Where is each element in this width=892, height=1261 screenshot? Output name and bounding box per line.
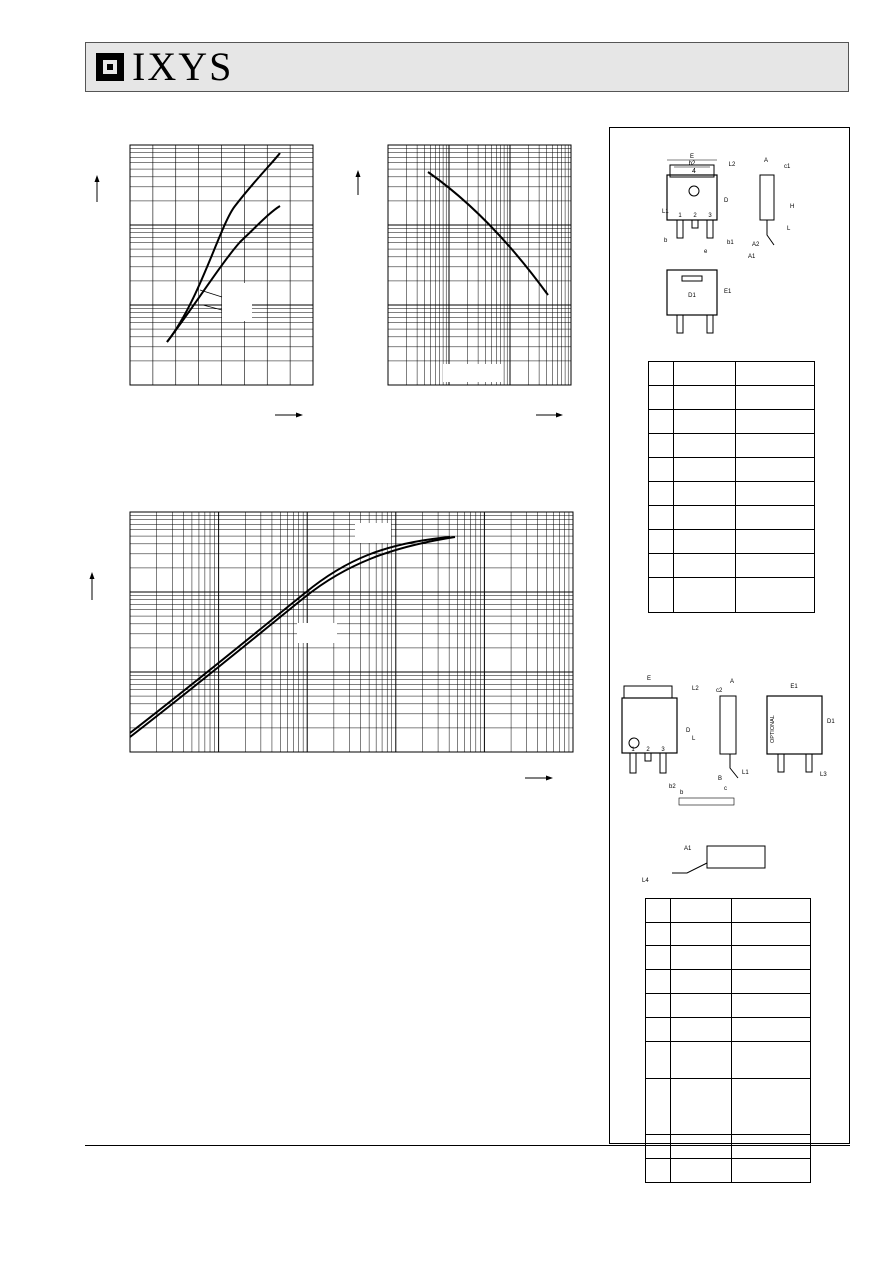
lower-pin-2: 2	[646, 747, 650, 753]
chart-2-legend-box	[443, 364, 503, 382]
lower-pin-1: 1	[631, 747, 635, 753]
table-cell	[732, 923, 811, 946]
chart-3-legend-box-1	[355, 523, 391, 543]
table-cell	[671, 946, 732, 970]
table-cell	[674, 554, 736, 578]
table-row	[646, 946, 811, 970]
lower-package-drawing	[612, 668, 847, 883]
table-cell	[646, 923, 671, 946]
table-cell	[646, 1018, 671, 1042]
table-row	[646, 970, 811, 994]
chart-2-y-arrow-head	[356, 170, 361, 177]
table-cell	[735, 578, 814, 613]
table-cell	[646, 899, 671, 923]
table-row	[649, 386, 815, 410]
table-cell	[649, 506, 674, 530]
chart-1-leader-2	[203, 305, 222, 310]
lower-dim-D1: D1	[827, 719, 835, 725]
table-cell	[674, 386, 736, 410]
table-cell	[649, 530, 674, 554]
table-cell	[671, 1135, 732, 1159]
upper-package-lead-2	[692, 220, 698, 228]
chart-3-frame	[130, 512, 573, 752]
upper-package-lead-1	[677, 220, 683, 238]
chart-1-leader-1	[200, 290, 222, 297]
lower-dim-B: B	[718, 776, 723, 782]
table-cell	[646, 1079, 671, 1135]
upper-dim-b1: b1	[727, 240, 734, 246]
upper-dim-L2: L2	[728, 162, 736, 168]
table-cell	[649, 434, 674, 458]
lower-package-body	[622, 698, 677, 753]
table-cell	[649, 554, 674, 578]
table-cell	[646, 946, 671, 970]
table-cell	[674, 434, 736, 458]
upper-dim-A: A	[764, 158, 769, 164]
chart-3-x-arrow-head	[546, 776, 553, 781]
table-cell	[646, 970, 671, 994]
table-cell	[649, 578, 674, 613]
table-row	[649, 482, 815, 506]
brand-logo-text: IXYS	[132, 44, 234, 89]
table-cell	[735, 386, 814, 410]
chart-3-legend-box-2	[297, 623, 337, 643]
table-cell	[649, 410, 674, 434]
lower-optional-marking: OPTIONAL	[770, 715, 776, 743]
upper-dim-b: b	[664, 238, 668, 244]
table-cell	[646, 1135, 671, 1159]
upper-dim-L1: L1	[662, 209, 669, 215]
upper-pin-1: 1	[678, 213, 682, 219]
lower-dim-E1: E1	[790, 684, 798, 690]
chart-1-x-arrow-head	[296, 413, 303, 418]
upper-package-drawing	[612, 150, 847, 350]
table-cell	[674, 458, 736, 482]
chart-1-legend-box	[222, 283, 252, 321]
table-cell	[732, 1159, 811, 1183]
table-row	[646, 1135, 811, 1159]
table-cell	[646, 1042, 671, 1079]
upper-package-lead-3	[707, 220, 713, 238]
table-cell	[649, 458, 674, 482]
upper-dim-A1: A1	[748, 254, 756, 260]
lower-pin-3: 3	[661, 747, 665, 753]
table-cell	[674, 362, 736, 386]
footer-rule	[85, 1145, 850, 1146]
table-cell	[732, 1135, 811, 1159]
table-row	[646, 1042, 811, 1079]
lower-dim-c: c	[724, 786, 727, 792]
chart-3-grid	[130, 512, 573, 752]
table-cell	[732, 946, 811, 970]
table-cell	[732, 970, 811, 994]
upper-dim-D: D	[724, 198, 729, 204]
table-cell	[671, 1042, 732, 1079]
chart-1-y-arrow-head	[95, 175, 100, 182]
table-cell	[732, 1079, 811, 1135]
lower-dim-A: A	[730, 679, 735, 685]
lower-dim-L2: L2	[692, 686, 699, 692]
table-cell	[671, 1079, 732, 1135]
table-row	[646, 923, 811, 946]
table-row	[649, 410, 815, 434]
chart-3	[85, 505, 580, 790]
table-cell	[674, 530, 736, 554]
table-cell	[735, 458, 814, 482]
table-cell	[671, 970, 732, 994]
lower-dim-b: b	[680, 790, 684, 796]
upper-pin-2: 2	[693, 213, 697, 219]
table-row	[649, 530, 815, 554]
table-cell	[735, 554, 814, 578]
lower-dim-b2: b2	[669, 784, 676, 790]
table-row	[649, 458, 815, 482]
table-cell	[732, 1018, 811, 1042]
chart-2-frame	[388, 145, 571, 385]
upper-dim-c1: c1	[784, 164, 791, 170]
chart-3-y-arrow-head	[90, 572, 95, 579]
table-cell	[674, 578, 736, 613]
lower-dim-L4: L4	[642, 878, 649, 883]
table-cell	[674, 506, 736, 530]
table-cell	[649, 386, 674, 410]
upper-dim-E1: E1	[724, 289, 732, 295]
table-cell	[646, 994, 671, 1018]
lower-dim-L3: L3	[820, 772, 827, 778]
table-cell	[735, 530, 814, 554]
table-row	[649, 434, 815, 458]
table-row	[649, 362, 815, 386]
table-row	[646, 1079, 811, 1135]
chart-3-series-lower	[130, 537, 455, 737]
table-row	[646, 994, 811, 1018]
table-row	[646, 1159, 811, 1183]
table-cell	[732, 994, 811, 1018]
lower-side-detail-body	[707, 846, 765, 868]
upper-dim-D1: D1	[688, 293, 696, 299]
table-cell	[646, 1159, 671, 1183]
table-cell	[671, 1159, 732, 1183]
lower-dim-D: D	[686, 728, 691, 734]
lower-side-body	[720, 696, 736, 754]
upper-dim-H: H	[790, 204, 795, 210]
page-header	[85, 42, 849, 92]
table-cell	[671, 994, 732, 1018]
table-cell	[735, 410, 814, 434]
table-cell	[735, 506, 814, 530]
lower-dim-L: L	[692, 736, 696, 742]
table-cell	[735, 482, 814, 506]
upper-dim-b2: b2	[688, 161, 696, 167]
table-cell	[649, 482, 674, 506]
upper-dim-e: e	[704, 249, 708, 255]
lower-dim-A1: A1	[684, 846, 692, 852]
upper-dim-E: E	[689, 154, 695, 160]
table-row	[649, 554, 815, 578]
table-cell	[671, 899, 732, 923]
table-row	[649, 506, 815, 530]
chart-2	[348, 140, 583, 425]
lower-dimension-table	[645, 898, 811, 1183]
upper-dimension-table	[648, 361, 815, 613]
table-cell	[735, 362, 814, 386]
chart-1	[90, 140, 320, 425]
lower-dim-E: E	[646, 676, 652, 682]
table-cell	[732, 1042, 811, 1079]
lower-package-tab	[624, 686, 672, 698]
table-cell	[671, 1018, 732, 1042]
lower-dim-c2: c2	[716, 688, 723, 694]
upper-package-mark	[689, 186, 699, 196]
table-cell	[732, 899, 811, 923]
upper-dim-A2: A2	[752, 242, 760, 248]
table-row	[646, 899, 811, 923]
upper-pin-4: 4	[692, 168, 696, 175]
chart-2-x-arrow-head	[556, 413, 563, 418]
upper-side-body	[760, 175, 774, 220]
table-cell	[649, 362, 674, 386]
ixys-square-logo-icon	[96, 53, 124, 81]
upper-dim-L: L	[787, 226, 791, 232]
table-cell	[671, 923, 732, 946]
chart-2-grid	[388, 145, 571, 385]
table-cell	[674, 410, 736, 434]
upper-pin-3: 3	[708, 213, 712, 219]
table-cell	[735, 434, 814, 458]
table-row	[649, 578, 815, 613]
table-cell	[674, 482, 736, 506]
lower-dim-L1: L1	[742, 770, 749, 776]
table-row	[646, 1018, 811, 1042]
